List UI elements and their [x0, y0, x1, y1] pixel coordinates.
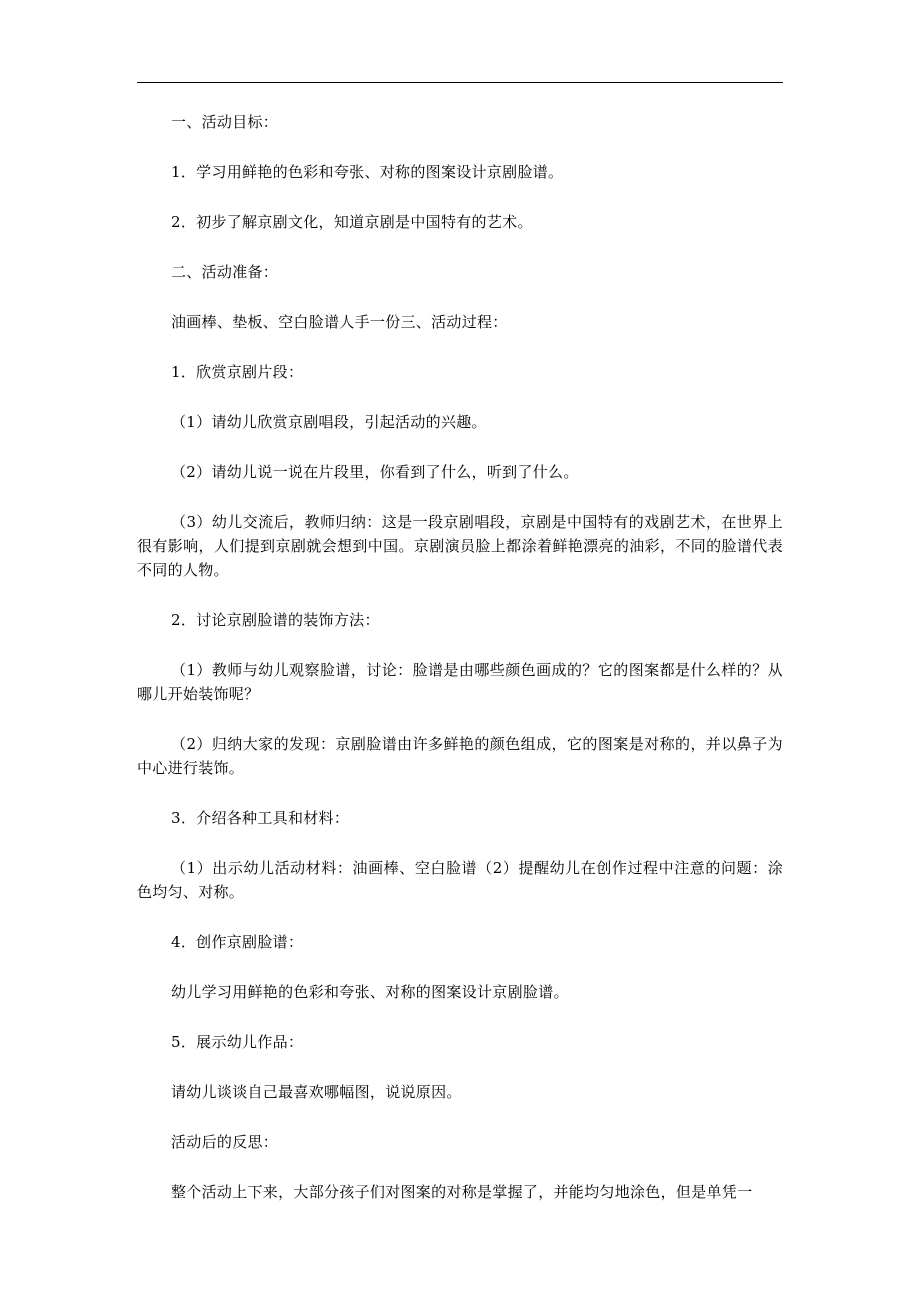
preparation-text: 油画棒、垫板、空白脸谱人手一份三、活动过程： — [171, 313, 508, 331]
step-2-item-2: （2）归纳大家的发现：京剧脸谱由许多鲜艳的颜色组成，它的图案是对称的，并以鼻子为中心进行装饰。 — [137, 735, 783, 777]
step-2-item-1: （1）教师与幼儿观察脸谱，讨论：脸谱是由哪些颜色画成的？它的图案都是什么样的？从哪儿开始装饰呢？ — [137, 661, 783, 703]
step-heading-2: 2．讨论京剧脸谱的装饰方法： — [171, 611, 380, 629]
step-1-item-3: （3）幼儿交流后，教师归纳：这是一段京剧唱段，京剧是中国特有的戏剧艺术，在世界上很有影响，人们提到京剧就会想到中国。京剧演员脸上都涂着鲜艳漂亮的油彩，不同的脸谱代表不同的人物。 — [137, 513, 783, 579]
step-1-item-2: （2）请幼儿说一说在片段里，你看到了什么，听到了什么。 — [171, 463, 579, 481]
header-rule — [137, 82, 783, 83]
step-heading-5: 5．展示幼儿作品： — [171, 1033, 304, 1051]
goal-item-2: 2．初步了解京剧文化，知道京剧是中国特有的艺术。 — [171, 213, 533, 231]
reflection-text: 整个活动上下来，大部分孩子们对图案的对称是掌握了，并能均匀地涂色，但是单凭一 — [171, 1183, 753, 1201]
document-body — [137, 110, 783, 1204]
step-heading-1: 1．欣赏京剧片段： — [171, 363, 304, 381]
goal-item-1: 1．学习用鲜艳的色彩和夸张、对称的图案设计京剧脸谱。 — [171, 163, 564, 181]
step-heading-4: 4．创作京剧脸谱： — [171, 933, 304, 951]
step-1-item-1: （1）请幼儿欣赏京剧唱段，引起活动的兴趣。 — [171, 413, 487, 431]
step-4-text: 幼儿学习用鲜艳的色彩和夸张、对称的图案设计京剧脸谱。 — [171, 983, 569, 1001]
section-heading-preparation: 二、活动准备： — [171, 263, 279, 281]
section-heading-goals: 一、活动目标： — [171, 113, 279, 131]
reflection-heading: 活动后的反思： — [171, 1133, 279, 1151]
step-heading-3: 3．介绍各种工具和材料： — [171, 809, 350, 827]
step-3-item-1: （1）出示幼儿活动材料：油画棒、空白脸谱（2）提醒幼儿在创作过程中注意的问题：涂色均匀、对称。 — [137, 859, 783, 901]
step-5-text: 请幼儿谈谈自己最喜欢哪幅图，说说原因。 — [171, 1083, 462, 1101]
